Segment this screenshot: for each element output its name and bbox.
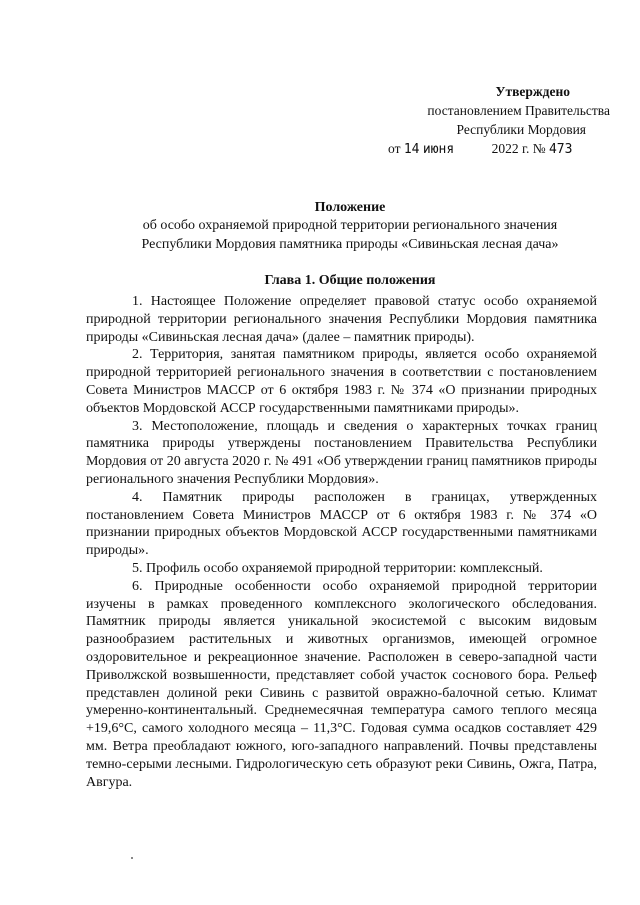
approval-year-number: 2022 г. №	[491, 141, 546, 156]
approval-date	[380, 139, 610, 159]
approval-stamp	[380, 82, 610, 159]
paragraph: 2. Территория, занятая памятником природы, является особо охраняемой природной территорией регионального значения в соответствии с постановлением Совета Министров МАССР от 6 октября 1983 г. № 374 «О признании природных объектов Мордовской АССР государственными памятниками природы».	[86, 347, 597, 416]
paragraph: 5. Профиль особо охраняемой природной территории: комплексный.	[132, 560, 543, 576]
document-title: Положение	[314, 200, 386, 215]
approval-month: июня	[422, 142, 455, 157]
approval-day: 14	[403, 142, 420, 157]
approval-line-2: Республики Мордовия	[456, 122, 586, 137]
document-subtitle-line-2: Республики Мордовия памятника природы «Сивиньская лесная дача»	[141, 237, 559, 252]
paragraph: 3. Местоположение, площадь и сведения о характерных точках границ памятника природы утверждены постановлением Правительства Республики Мордовия от 20 августа 2020 г. № 491 «Об утверждении границ памятников природы регионального значения Республики Мордовия».	[86, 418, 597, 487]
approval-number: 473	[548, 142, 573, 157]
document-body	[86, 293, 597, 791]
paragraph: 4. Памятник природы расположен в границах, утвержденных постановлением Совета Министров МАССР от 6 октября 1983 г. № 374 «О признании природных объектов Мордовской АССР государственными памятниками природы».	[86, 489, 597, 559]
approval-date-prefix: от	[388, 141, 401, 156]
paragraph: 6. Природные особенности особо охраняемой природной территории изучены в рамках проведенного комплексного экологического обследования. Памятник природы является уникальной экосистемой с высоким видовым разнообразием растительных и животных организмов, имеющей огромное оздоровительное и рекреационное значение. Расположен в северо-западной части Приволжской возвышенности, представляет собой участок соснового бора. Рельеф представлен долиной реки Сивинь с развитой овражно-балочной сетью. Климат умеренно-континентальный. Среднемесячная температура самого теплого месяца +19,6°С, самого холодного месяца – 11,3°С. Годовая сумма осадков составляет 429 мм. Ветра преобладают южного, юго-западного направлений. Почвы представлены темно-серыми лесными. Гидрологическую сеть образуют реки Сивинь, Ожга, Патра, Авгура.	[86, 578, 597, 790]
approval-title: Утверждено	[495, 84, 570, 99]
document-subtitle-line-1: об особо охраняемой природной территории регионального значения	[142, 218, 558, 233]
approval-line-1: постановлением Правительства	[427, 103, 610, 118]
scan-speck	[131, 857, 133, 859]
paragraph: 1. Настоящее Положение определяет правовой статус особо охраняемой природной территории регионального значения Республики Мордовия памятника природы «Сивиньская лесная дача» (далее – памятник природы).	[86, 294, 597, 345]
chapter-title: Глава 1. Общие положения	[264, 273, 436, 288]
